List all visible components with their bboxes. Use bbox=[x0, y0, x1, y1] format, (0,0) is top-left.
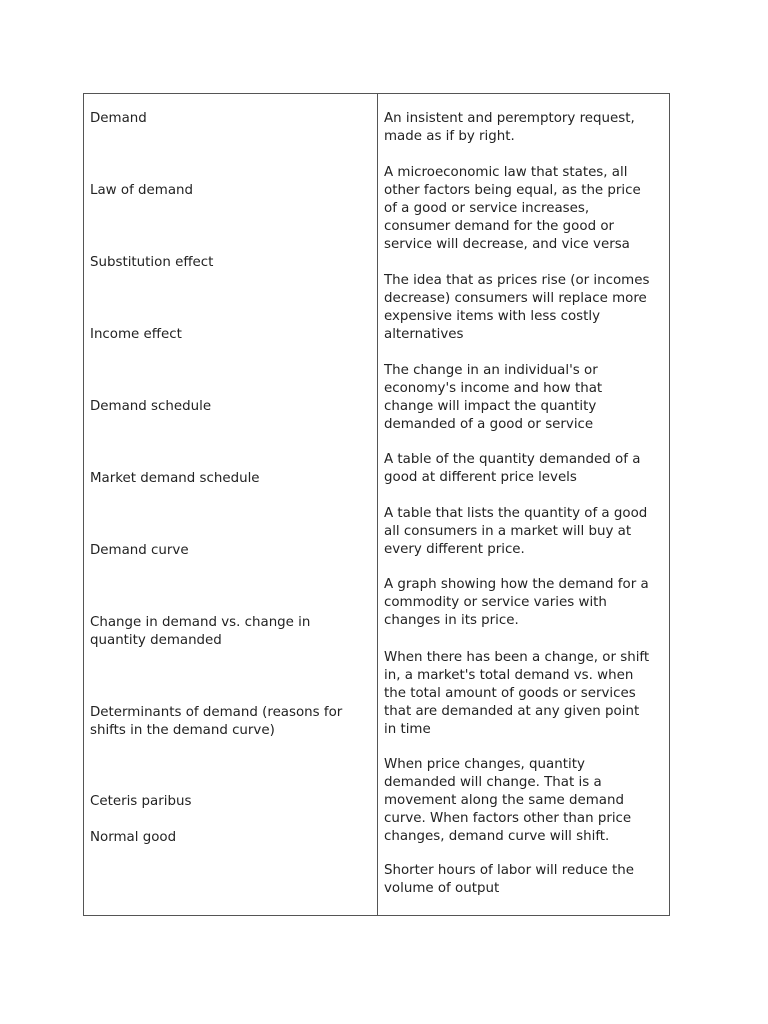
definition-market-demand-schedule: A table that lists the quantity of a good all consumers in a market will buy at every different price. bbox=[384, 506, 648, 557]
definition-substitution-effect: The idea that as prices rise (or incomes decrease) consumers will replace more expensive items with less costly alternatives bbox=[384, 273, 650, 342]
term-demand-schedule: Demand schedule bbox=[90, 399, 212, 414]
definition-demand: An insistent and peremptory request, made as if by right. bbox=[384, 111, 635, 144]
definition-demand-curve: A graph showing how the demand for a commodity or service varies with changes in its price. bbox=[384, 577, 649, 628]
definition-income-effect: The change in an individual's or economy's income and how that change will impact the quantity demanded of a good or service bbox=[384, 363, 603, 432]
definition-change-in-demand: When there has been a change, or shift in, a market's total demand vs. when the total amount of goods or services that are demanded at any given point in time bbox=[384, 650, 650, 737]
term-normal-good: Normal good bbox=[90, 830, 177, 845]
definition-demand-schedule: A table of the quantity demanded of a good at different price levels bbox=[384, 452, 641, 485]
term-change-in-demand: Change in demand vs. change in quantity demanded bbox=[90, 615, 311, 648]
column-divider bbox=[377, 94, 378, 915]
term-demand-curve: Demand curve bbox=[90, 543, 189, 558]
term-income-effect: Income effect bbox=[90, 327, 182, 342]
definition-law-of-demand: A microeconomic law that states, all other factors being equal, as the price of a good or service increases, consumer demand for the good or service will decrease, and vice versa bbox=[384, 165, 641, 252]
term-substitution-effect: Substitution effect bbox=[90, 255, 214, 270]
vocabulary-table bbox=[83, 93, 670, 916]
term-demand: Demand bbox=[90, 111, 147, 126]
term-determinants-of-demand: Determinants of demand (reasons for shifts in the demand curve) bbox=[90, 705, 343, 738]
definition-determinants-of-demand: When price changes, quantity demanded will change. That is a movement along the same demand curve. When factors other than price changes, demand curve will shift. bbox=[384, 757, 632, 844]
term-law-of-demand: Law of demand bbox=[90, 183, 194, 198]
term-market-demand-schedule: Market demand schedule bbox=[90, 471, 260, 486]
term-ceteris-paribus: Ceteris paribus bbox=[90, 794, 192, 809]
definition-ceteris-paribus: Shorter hours of labor will reduce the volume of output bbox=[384, 863, 635, 896]
